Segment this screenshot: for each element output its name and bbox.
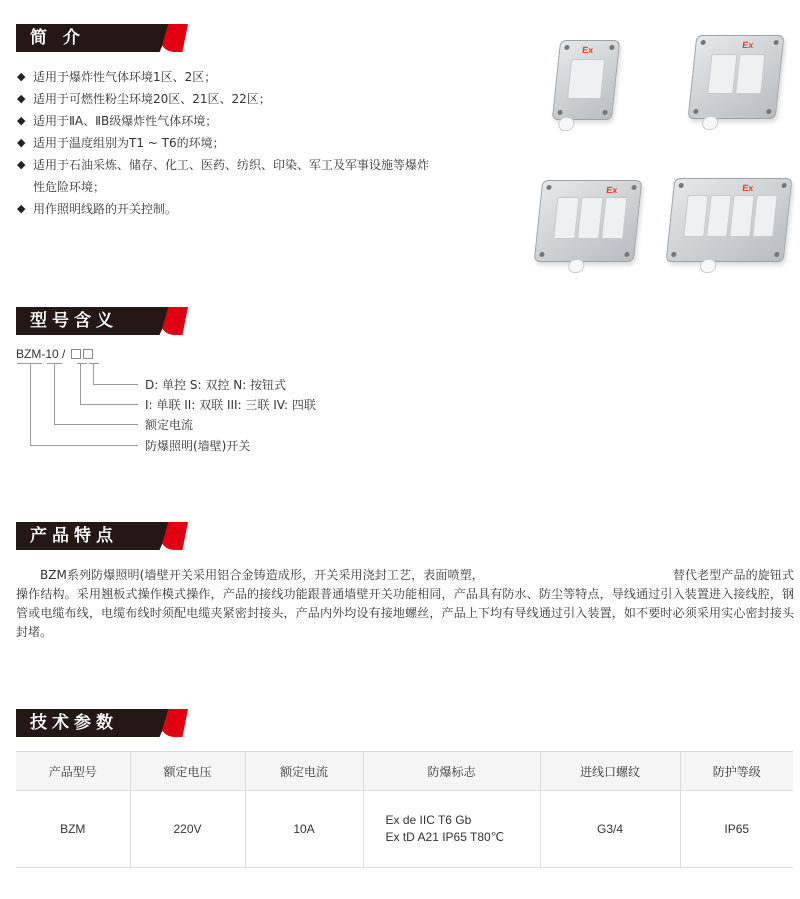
model-code xyxy=(16,347,93,361)
table-row xyxy=(16,791,793,868)
section-banner-params xyxy=(16,709,188,737)
ex-mark-gas: Ex de IIC T6 Gb xyxy=(385,813,472,827)
switch-rocker xyxy=(707,54,737,94)
connector-line xyxy=(80,363,81,404)
bullet-item: ◆ 适用于石油采炼、储存、化工、医药、纺织、印染、军工及军事设施等爆炸性危险环境； xyxy=(17,154,437,198)
product-image-2-gang xyxy=(688,35,785,119)
ex-label: Ex xyxy=(741,40,754,50)
section-banner-model xyxy=(16,307,188,335)
product-images xyxy=(520,30,800,280)
bullet-item: ◆ 适用于可燃性粉尘环境20区、21区、22区； xyxy=(17,88,437,110)
section-title: 技术参数 xyxy=(30,713,118,733)
features-paragraph: BZM系列防爆照明(墙壁开关采用铝合金铸造成形，开关采用浇封工艺，表面喷塑， 替代老型产品的旋钮式操作结构。采用翘板式操作模式操作，产品的接线功能跟普通墙壁开关功能相同，产品具有防水、防尘等特点，导线通过引入装置进入接线腔，钢管或电缆布线，电缆布线时须配电缆夹紧密封接头，产品内外均设有接地螺丝，产品上下均有导线通过引入装置，如不要时必须采用实心密封接头封堵。 xyxy=(16,568,794,639)
header-protection: 防护等级 xyxy=(680,752,793,791)
switch-rocker xyxy=(706,195,731,237)
switch-rocker xyxy=(601,197,627,239)
header-ex-marks: 防爆标志 xyxy=(363,752,540,791)
connector-line xyxy=(93,363,94,384)
section-title: 型号含义 xyxy=(30,311,118,331)
header-thread: 进线口螺纹 xyxy=(540,752,680,791)
cable-gland xyxy=(699,259,716,273)
table-header-row xyxy=(16,752,793,791)
placeholder-box-control xyxy=(83,349,93,359)
legend-control-type: D: 单控 S: 双控 N: 按钮式 xyxy=(145,378,287,392)
bullet-item: ◆ 适用于ⅡA、ⅡB级爆炸性气体环境； xyxy=(17,110,437,132)
cable-gland xyxy=(558,117,575,131)
cable-gland xyxy=(568,259,585,273)
cell-ex-marks xyxy=(363,791,540,868)
legend-product-name: 防爆照明(墙壁)开关 xyxy=(145,439,251,453)
model-prefix: BZM-10 / xyxy=(16,347,66,361)
connector-line xyxy=(30,445,138,446)
connector-line xyxy=(54,424,138,425)
section-banner-intro xyxy=(16,24,188,52)
section-banner-features xyxy=(16,522,188,550)
switch-rocker xyxy=(553,197,579,239)
underline-box1 xyxy=(77,363,87,364)
cell-model: BZM xyxy=(16,791,130,868)
product-image-1-gang xyxy=(552,40,620,120)
cell-current: 10A xyxy=(245,791,363,868)
placeholder-box-gangs xyxy=(71,349,81,359)
legend-gangs: I: 单联 II: 双联 III: 三联 IV: 四联 xyxy=(145,398,316,412)
legend-rated-current: 额定电流 xyxy=(145,418,194,432)
connector-line xyxy=(80,404,138,405)
connector-line xyxy=(30,363,31,445)
bullet-item: ◆ 用作照明线路的开关控制。 xyxy=(17,198,437,220)
connector-line xyxy=(54,363,55,424)
cell-thread: G3/4 xyxy=(540,791,680,868)
ex-label: Ex xyxy=(605,185,618,195)
product-image-3-gang xyxy=(534,180,643,262)
intro-bullet-list xyxy=(17,66,437,220)
ex-label: Ex xyxy=(581,45,594,55)
header-current: 额定电流 xyxy=(245,752,363,791)
product-image-4-gang xyxy=(666,178,793,262)
cell-voltage: 220V xyxy=(130,791,245,868)
cell-protection: IP65 xyxy=(680,791,793,868)
bullet-item: ◆ 适用于温度组别为T1 ~ T6的环境； xyxy=(17,132,437,154)
section-title: 简 介 xyxy=(30,28,85,48)
switch-rocker xyxy=(683,195,708,237)
connector-line xyxy=(93,384,138,385)
section-title: 产品特点 xyxy=(30,526,118,546)
switch-rocker xyxy=(752,195,777,237)
header-model: 产品型号 xyxy=(16,752,130,791)
bullet-item: ◆ 适用于爆炸性气体环境1区、2区； xyxy=(17,66,437,88)
ex-mark-dust: Ex tD A21 IP65 T80℃ xyxy=(385,830,505,844)
ex-label: Ex xyxy=(741,183,754,193)
header-voltage: 额定电压 xyxy=(130,752,245,791)
switch-rocker xyxy=(729,195,754,237)
switch-rocker xyxy=(567,59,605,99)
switch-rocker xyxy=(735,54,765,94)
spec-table xyxy=(16,751,793,868)
switch-rocker xyxy=(577,197,603,239)
underline-box2 xyxy=(89,363,99,364)
cable-gland xyxy=(701,116,718,130)
